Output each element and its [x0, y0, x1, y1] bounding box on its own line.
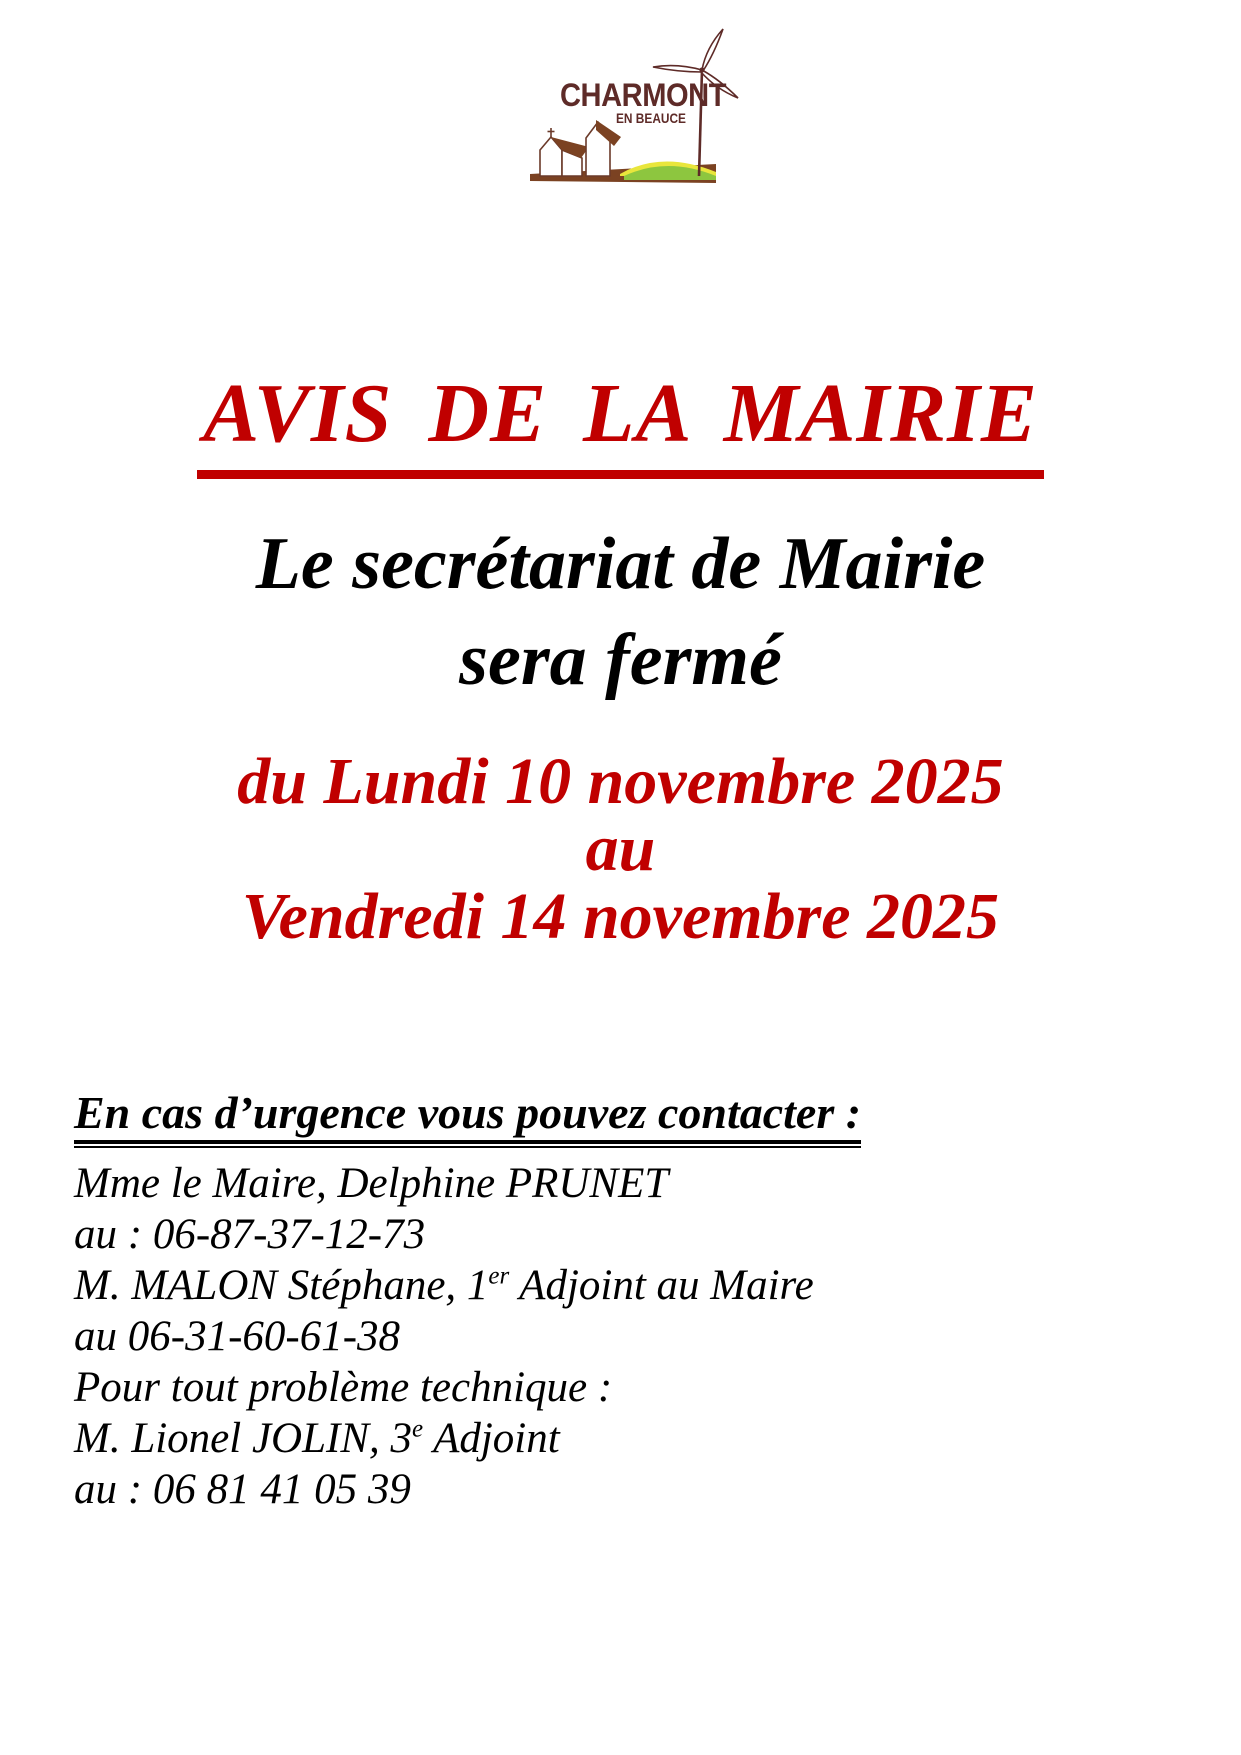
emergency-contacts — [74, 1087, 1174, 1515]
contact-maire-name: Mme le Maire, Delphine PRUNET — [74, 1160, 669, 1207]
contacts-heading — [74, 1087, 1174, 1144]
notice-subtitle — [0, 516, 1241, 708]
notice-title: AVIS DE LA MAIRIE — [197, 372, 1044, 479]
logo-name-text: CHARMONT — [560, 77, 727, 113]
contact-malon-name: M. MALON Stéphane, 1er Adjoint au Maire — [74, 1262, 814, 1309]
date-line-to: Vendredi 14 novembre 2025 — [241, 879, 1000, 953]
logo-subname-text: EN BEAUCE — [616, 110, 686, 126]
subtitle-line-1: Le secrétariat de Mairie — [255, 523, 986, 605]
contacts-heading-text: En cas d’urgence vous pouvez contacter : — [74, 1090, 861, 1144]
contact-malon-phone: au 06-31-60-61-38 — [74, 1313, 401, 1360]
date-line-from: du Lundi 10 novembre 2025 — [237, 745, 1004, 818]
date-line-au: au — [585, 812, 656, 886]
contact-jolin-phone: au : 06 81 41 05 39 — [74, 1466, 411, 1513]
subtitle-line-2: sera fermé — [459, 619, 782, 702]
closure-dates — [0, 745, 1241, 953]
ordinal-superscript: er — [488, 1262, 510, 1290]
contact-jolin-name: M. Lionel JOLIN, 3e Adjoint — [74, 1415, 560, 1462]
ordinal-superscript: e — [412, 1415, 424, 1443]
house-icon — [586, 120, 621, 176]
commune-logo — [512, 16, 780, 192]
contact-technique-label: Pour tout problème technique : — [74, 1364, 613, 1411]
church-icon — [540, 128, 589, 176]
contact-maire-phone: au : 06-87-37-12-73 — [74, 1211, 426, 1258]
